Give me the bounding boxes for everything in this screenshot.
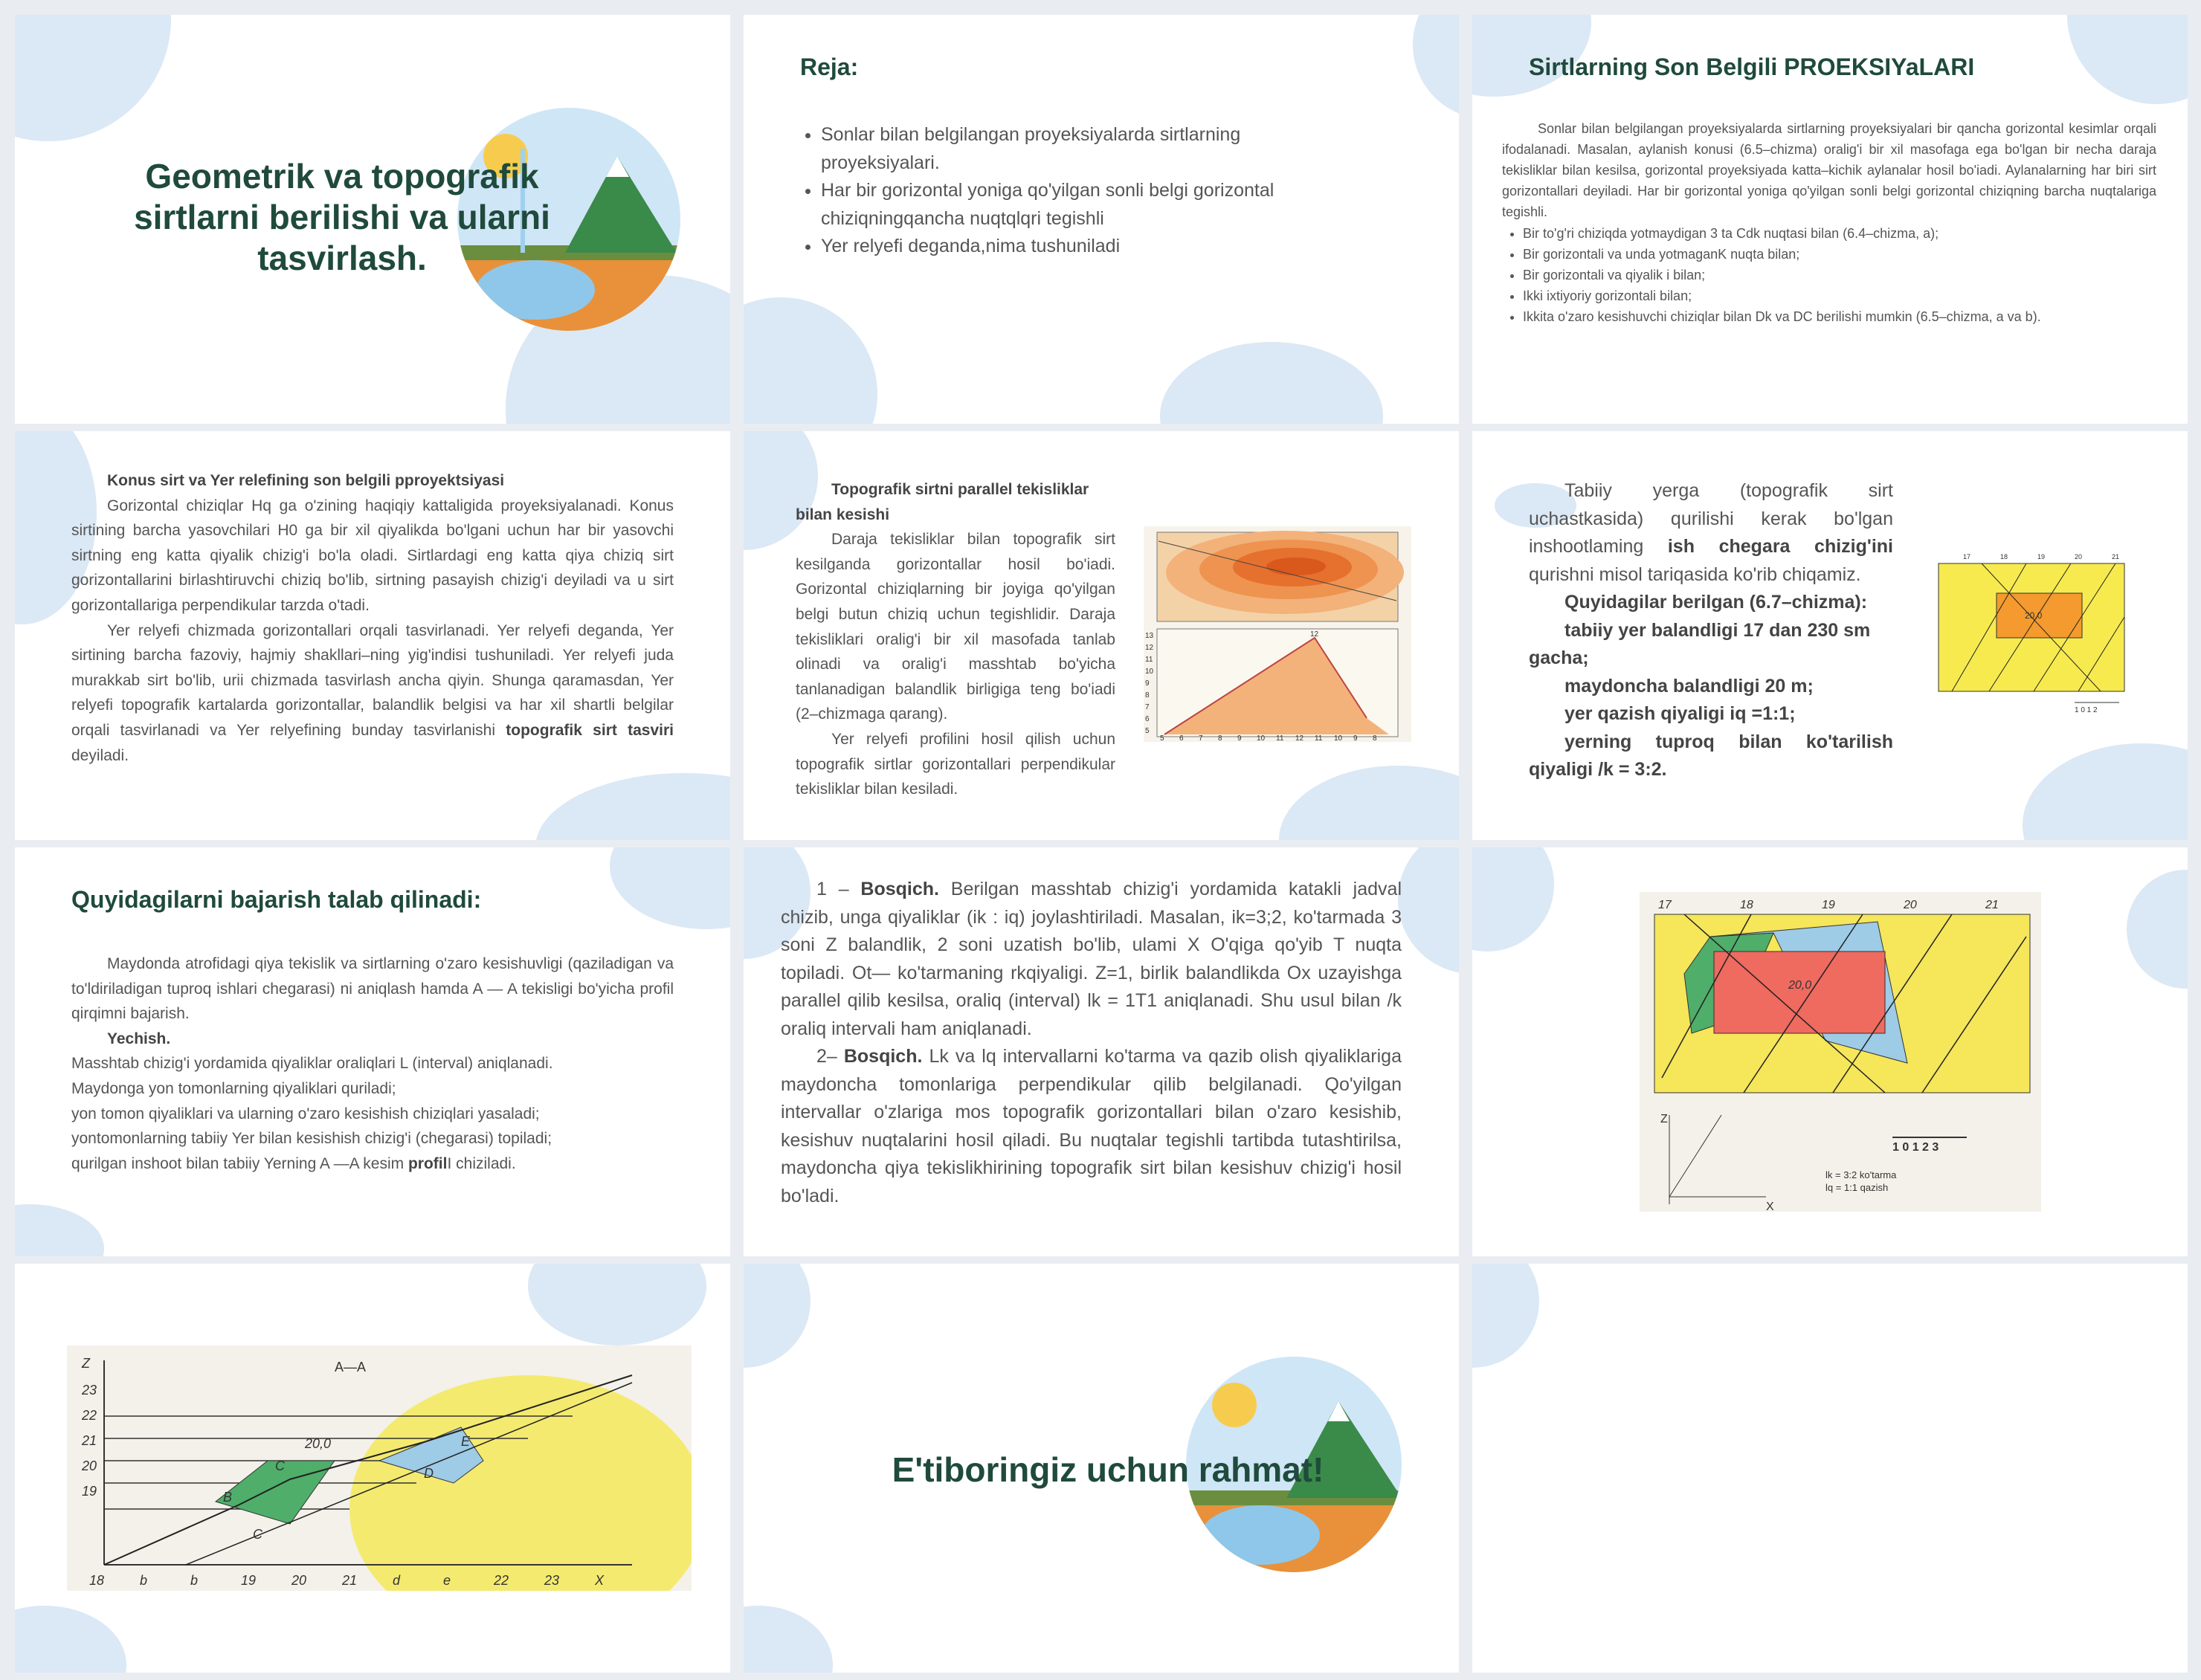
decor-blob xyxy=(1160,342,1383,424)
decor-blob xyxy=(15,1606,126,1673)
profile-y-tick: 20 xyxy=(82,1458,97,1473)
profile-tick: 9 xyxy=(1237,734,1242,742)
grid-tick: 17 xyxy=(1963,553,1971,560)
slide-title xyxy=(15,15,730,424)
profile-tick: 5 xyxy=(1160,734,1164,742)
projections-text xyxy=(1502,119,2156,328)
step-line: qurilgan inshoot bilan tabiiy Yerning A —A kesim profilI chiziladi. xyxy=(71,1154,516,1172)
profile-x-tick: e xyxy=(443,1573,451,1588)
step-line: Masshtab chizig'i yordamida qiyaliklar oraliqlari L (interval) aniqlanadi. xyxy=(71,1055,553,1073)
decor-blob xyxy=(1472,1264,1539,1368)
slide-site-figure xyxy=(1472,847,2188,1256)
profile-y-tick: 9 xyxy=(1145,679,1150,688)
cone-para-2: Yer relyefi chizmada gorizontallari orqali tasvirlanadi. Yer relyefi deganda, Yer sirtining barcha fazoviy, hajmiy shakllari–ning yig'indisi tushuniladi. Yer relyefi juda murakkab sirt bo'lib, urii chizmada tasvirlash ancha qiyin. Shunga qaramasdan, Yer relyefi topografik kartalarda gorizontallar, balandlik belgisi va har xil shartli belgilar orqali tasvirlanadi va Yer relyefining bunday tasvirlanishi topografik sirt tasviri deyiladi. xyxy=(71,621,674,764)
decor-blob xyxy=(1413,15,1459,119)
list-item: • Har bir gorizontal yoniga qo'yilgan sonli belgi gorizontal chiziqningqancha nuqtqlqri tegishli xyxy=(821,177,1356,233)
tasks-title: Quyidagilarni bajarish talab qilinadi: xyxy=(71,886,482,913)
sun-icon xyxy=(1212,1383,1257,1427)
profile-tick: 6 xyxy=(1179,734,1184,742)
decor-blob xyxy=(744,297,877,424)
point-label: C xyxy=(253,1527,262,1542)
site-plan-figure xyxy=(1937,550,2160,721)
platform-elevation: 20,0 xyxy=(1788,979,1812,992)
grid-tick: 20 xyxy=(1904,899,1917,911)
profile-x-tick: 20 xyxy=(291,1573,307,1588)
list-item: • Bir gorizontali va unda yotmaganK nuqta bilan; xyxy=(1523,245,2156,265)
plan-list xyxy=(800,121,1356,261)
section-para-1: Daraja tekisliklar bilan topografik sirt kesilganda gorizontallar hosil bo'iadi. Gorizontal chiziqlarning bir joyiga qo'yilgan belgi butun chiziq uchun tegishlidir. Daraja tekisliklari oralig'i bir xil masofada tanlab olinadi va oralig'i masshtab bo'yicha tanlanadigan balandlik birligiga teng bo'iadi (2–chizmaga qarang). xyxy=(796,531,1115,723)
projections-list xyxy=(1502,224,2156,327)
profile-tick: 8 xyxy=(1218,734,1222,742)
construction-para: Tabiiy yerga (topografik sirt uchastkasida) qurilishi kerak bo'lgan inshootlaming ish chegara chizig'ini qurishni misol tariqasida ko'rib chiqamiz. xyxy=(1529,480,1893,585)
grid-tick: 18 xyxy=(1740,899,1753,911)
profile-tick: 11 xyxy=(1276,734,1284,742)
grid-tick-labels xyxy=(1963,553,2119,560)
construction-text xyxy=(1529,477,1893,784)
profile-tick: 12 xyxy=(1295,734,1304,742)
profile-tick: 7 xyxy=(1199,734,1203,742)
projections-para: Sonlar bilan belgilangan proyeksiyalarda sirtlarning proyeksiyalari bir qancha gorizontal kesimlar orqali ifodalanadi. Masalan, aylanish konusi (6.5–chizma) oralig'i bir xil masofaga ega bo'lgan bir necha daraja tekisliklar bilan kesilsa, gorizontal proyeksiyada katta–kichik aylanalar hosil bo'iadi. Aylanalarning har biri sirt gorizontallari deyiladi. Har bir gorizontal yoniga qo'yilgan sonli belgi gorizontal chiziqning barcha nuqtalariga tegishli. xyxy=(1502,121,2156,219)
profile-section-figure xyxy=(67,1345,692,1591)
profile-y-tick: 10 xyxy=(1145,668,1154,676)
step-2: 2– Bosqich. Lk va lq intervallarni ko'tarma va qazib olish qiyaliklariga maydoncha tomonlariga perpendikular qilib belgilanadi. Qo'yilgan intervallar o'zlariga mos topografik gorizontallari bilan o'zaro kesishib, kesishuv nuqtalarini hosil qiladi. Bu nuqtalar tegishli tartibda tutashtirilsa, maydoncha qiya tekislikhirining topografik sirt bilan kesishuv chizig'i hosil bo'ladi. xyxy=(781,1046,1402,1206)
peak-label: 12 xyxy=(1310,630,1319,639)
given-line: maydoncha balandligi 20 m; xyxy=(1564,675,1814,697)
decor-blob xyxy=(2127,870,2188,989)
profile-tick: 9 xyxy=(1353,734,1358,742)
slide-profile xyxy=(15,1264,730,1673)
slide-construction xyxy=(1472,431,2188,840)
page-title: Geometrik va topografik sirtlarni berilishi va ularni tasvirlash. xyxy=(134,157,550,278)
given-line: Quyidagilar berilgan (6.7–chizma): xyxy=(1564,592,1868,613)
intersection-figure xyxy=(1640,892,2041,1212)
profile-y-tick: 11 xyxy=(1145,656,1153,664)
grid-tick: 21 xyxy=(1985,899,1999,911)
list-item: • Ikki ixtiyoriy gorizontali bilan; xyxy=(1523,286,2156,307)
grid-tick: 21 xyxy=(2112,553,2120,560)
decor-blob xyxy=(535,773,730,840)
platform-elevation: 20,0 xyxy=(305,1436,332,1451)
profile-tick: 10 xyxy=(1334,734,1343,742)
contour-profile-figure xyxy=(1144,526,1411,742)
decor-blob xyxy=(610,847,730,929)
steps-text xyxy=(781,876,1402,1210)
profile-y-tick: 7 xyxy=(1145,703,1150,711)
point-label: E xyxy=(461,1434,471,1449)
scale-label: 1 0 1 2 xyxy=(2075,706,2098,714)
profile-x-tick: X xyxy=(595,1573,605,1588)
slide-thanks xyxy=(744,1264,1459,1673)
list-item: • Sonlar bilan belgilangan proyeksiyalarda sirtlarning proyeksiyalari. xyxy=(821,121,1356,177)
step-1: 1 – Bosqich. Berilgan masshtab chizig'i yordamida katakli jadval chizib, unga qiyaliklar (ik : iq) joylashtiriladi. Masalan, ik=3;2, ko'tarmada 3 soni Z balandlik, 2 soni uzatish bo'lib, ulami X O'qiga qo'yib T nuqta topiladi. Ot— ko'tarmaning rkqiyaligi. Z=1, birlik balandlikda Ox uzayishga parallel qilib kesilsa, oraliq (interval) lk = 1T1 aniqlanadi. Shu usul bilan /k oraliq intervali ham aniqlanadi. xyxy=(781,879,1402,1039)
profile-tick: 10 xyxy=(1257,734,1266,742)
given-line: yer qazish qiyaligi iq =1:1; xyxy=(1564,703,1796,724)
profile-x-tick: b xyxy=(140,1573,148,1588)
step-line: Maydonga yon tomonlarning qiyaliklari quriladi; xyxy=(71,1079,396,1097)
plan-title: Reja: xyxy=(800,54,859,80)
profile-y-tick: 6 xyxy=(1145,715,1150,723)
tasks-text xyxy=(71,952,674,1176)
thanks-title: E'tiboringiz uchun rahmat! xyxy=(892,1450,1324,1489)
list-item: • Bir to'g'ri chiziqda yotmaydigan 3 ta Cdk nuqtasi bilan (6.4–chizma, a); xyxy=(1523,224,2156,245)
x-axis-label: X xyxy=(1766,1201,1774,1212)
decor-blob xyxy=(1279,766,1459,840)
grid-tick: 17 xyxy=(1658,899,1672,911)
decor-blob xyxy=(1472,847,1554,952)
scale-label: 1 0 1 2 3 xyxy=(1892,1141,1939,1154)
section-para-2: Yer relyefi profilini hosil qilish uchun topografik sirtlar gorizontallari perpendikular tekisliklar bilan kesiladi. xyxy=(796,730,1115,798)
profile-y-tick: 19 xyxy=(82,1484,97,1499)
decor-blob xyxy=(2067,15,2188,104)
profile-x-tick: b xyxy=(190,1573,199,1588)
grid-tick: 20 xyxy=(2075,553,2083,560)
decor-blob xyxy=(744,1264,811,1368)
list-item: • Ikkita o'zaro kesishuvchi chiziqlar bilan Dk va DC berilishi mumkin (6.5–chizma, a va b). xyxy=(1523,307,2156,328)
profile-y-tick: 8 xyxy=(1145,691,1150,700)
decor-blob xyxy=(528,1264,706,1345)
point-label: B xyxy=(223,1490,233,1505)
decor-blob xyxy=(2023,743,2188,840)
profile-y-tick: 22 xyxy=(82,1408,97,1423)
profile-x-tick: 21 xyxy=(342,1573,358,1588)
slide-steps xyxy=(744,847,1459,1256)
slide-blank xyxy=(1472,1264,2188,1673)
slide-cone-relief xyxy=(15,431,730,840)
list-item: • Yer relyefi deganda,nima tushuniladi xyxy=(821,233,1356,261)
profile-tick: 11 xyxy=(1315,734,1323,742)
step-line: yontomonlarning tabiiy Yer bilan kesishish chizig'i (chegarasi) topiladi; xyxy=(71,1130,552,1148)
profile-y-tick: 5 xyxy=(1145,727,1150,735)
grid-tick: 18 xyxy=(2000,553,2008,560)
section-text xyxy=(796,477,1115,802)
profile-y-tick: Z xyxy=(82,1356,90,1371)
cone-para-1: Gorizontal chiziqlar Hq ga o'zining haqiqiy kattaligida proyeksiyalanadi. Konus sirtining barcha yasovchilari H0 ga bir xil qiyalikda bo'lgani uchun har bir yasovchi sirtning eng katta qiyalik chizig'i bo'la oladi. Sirtlardagi eng katta qiya chiziq sirt gorizontallarini birlashtiruvchi chiziq bo'lib, sirtning pasayish chizig'i deyiladi va u sirt gorizontallariga perpendikular tarzda o'tadi. xyxy=(71,497,674,614)
profile-x-tick: 18 xyxy=(89,1573,105,1588)
profile-x-tick: 19 xyxy=(241,1573,257,1588)
grid-tick: 19 xyxy=(1822,899,1835,911)
slide-tasks xyxy=(15,847,730,1256)
section-label: A—A xyxy=(335,1360,367,1374)
profile-x-tick: 23 xyxy=(544,1573,560,1588)
decor-blob xyxy=(744,1606,833,1673)
cone-text xyxy=(71,468,674,768)
given-line: yerning tuproq bilan ko'tarilish qiyaligi /k = 3:2. xyxy=(1529,731,1893,780)
section-title: Sirtlarning Son Belgili PROEKSIYaLARI xyxy=(1529,54,1975,80)
cone-heading: Konus sirt va Yer relefining son belgili pproyektsiyasi xyxy=(107,472,505,489)
step-line: yon tomon qiyaliklari va ularning o'zaro kesishish chiziqlari yasaladi; xyxy=(71,1105,540,1122)
profile-y-tick: 21 xyxy=(82,1433,97,1448)
decor-blob xyxy=(1398,847,1459,974)
profile-y-tick: 12 xyxy=(1145,644,1154,652)
slide-plan xyxy=(744,15,1459,424)
profile-x-tick: d xyxy=(393,1573,401,1588)
profile-x-tick: 22 xyxy=(494,1573,509,1588)
grid-tick: 19 xyxy=(2037,553,2046,560)
legend-line: lk = 3:2 ko'tarma xyxy=(1825,1169,1897,1180)
decor-blob xyxy=(15,1204,104,1256)
tasks-para: Maydonda atrofidagi qiya tekislik va sirtlarning o'zaro kesishuvligi (qaziladigan va to'ldiriladigan tuproq ishlari chegarasi) ni aniqlash hamda A — A tekisligi bo'yicha profil qirqimni bajarish. xyxy=(71,955,674,1023)
z-axis-label: Z xyxy=(1660,1113,1668,1125)
profile-y-tick: 13 xyxy=(1145,632,1154,640)
legend-line: lq = 1:1 qazish xyxy=(1825,1182,1889,1193)
slide-projections xyxy=(1472,15,2188,424)
profile-y-tick: 23 xyxy=(82,1383,97,1398)
point-label: D xyxy=(424,1466,434,1481)
section-heading: Topografik sirtni parallel tekisliklar bilan kesishi xyxy=(796,481,1089,523)
list-item: • Bir gorizontali va qiyalik i bilan; xyxy=(1523,265,2156,286)
platform-elevation: 20,0 xyxy=(2025,610,2043,621)
given-line: tabiiy yer balandligi 17 dan 230 sm gacha; xyxy=(1529,619,1871,668)
point-label: C xyxy=(275,1458,285,1473)
solution-label: Yechish. xyxy=(107,1030,171,1047)
profile-tick: 8 xyxy=(1373,734,1377,742)
slide-topographic-section xyxy=(744,431,1459,840)
decor-blob xyxy=(15,15,171,141)
